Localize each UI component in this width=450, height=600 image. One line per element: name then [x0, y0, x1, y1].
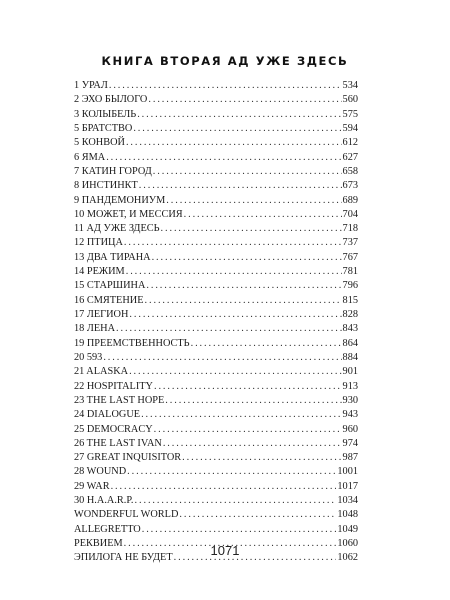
toc-entry	[74, 108, 358, 122]
toc-entry	[74, 165, 358, 179]
dot-leader	[179, 508, 336, 522]
toc-entry	[74, 236, 358, 250]
dot-leader	[148, 93, 341, 107]
toc-entry-page: 704	[342, 208, 358, 220]
toc-entry-page: 913	[342, 380, 358, 392]
dot-leader	[129, 308, 341, 322]
toc-entry	[74, 408, 358, 422]
toc-entry	[74, 222, 358, 236]
toc-entry	[74, 423, 358, 437]
dot-leader	[142, 523, 337, 537]
toc-entry-title: 5 БРАТСТВО	[74, 122, 133, 134]
toc-entry-title: WONDERFUL WORLD	[74, 509, 179, 521]
toc-entry-title: 6 ЯМА	[74, 151, 106, 163]
toc-entry-page: 1001	[337, 466, 358, 478]
toc-entry	[74, 494, 358, 508]
toc-entry-title: 12 ПТИЦА	[74, 237, 123, 249]
section-title: КНИГА ВТОРАЯ АД УЖЕ ЗДЕСЬ	[101, 54, 349, 68]
toc-entry-title: 22 HOSPITALITY	[74, 380, 153, 392]
toc-entry-page: 767	[342, 251, 358, 263]
dot-leader	[103, 351, 341, 365]
table-of-contents	[74, 79, 358, 566]
toc-entry-title: 16 СМЯТЕНИЕ	[74, 294, 144, 306]
toc-entry-title: 9 ПАНДЕМОНИУМ	[74, 194, 166, 206]
toc-entry-page: 930	[342, 394, 358, 406]
dot-leader	[137, 108, 341, 122]
dot-leader	[182, 451, 341, 465]
toc-entry-title: 2 ЭХО БЫЛОГО	[74, 94, 148, 106]
toc-entry-page: 828	[342, 309, 358, 320]
dot-leader	[145, 294, 342, 308]
toc-entry-title: 8 ИНСТИНКТ	[74, 180, 138, 192]
toc-entry-page: 864	[342, 337, 358, 349]
toc-entry-title: 21 ALASKA	[74, 366, 129, 378]
dot-leader	[111, 480, 337, 494]
toc-entry-title: 11 АД УЖЕ ЗДЕСЬ	[74, 223, 160, 235]
toc-entry	[74, 294, 358, 308]
page-number: 1071	[210, 543, 240, 558]
toc-entry-page: 627	[342, 151, 358, 163]
toc-entry	[74, 122, 358, 136]
toc-entry-title: 17 ЛЕГИОН	[74, 309, 129, 320]
toc-entry-title: 26 THE LAST IVAN	[74, 437, 162, 449]
toc-entry-page: 718	[342, 223, 358, 235]
toc-entry	[74, 194, 358, 208]
toc-entry-title: 5 КОНВОЙ	[74, 137, 125, 149]
toc-entry-page: 901	[342, 366, 358, 378]
toc-entry-page: 884	[342, 351, 358, 363]
dot-leader	[154, 380, 342, 394]
dot-leader	[161, 222, 342, 236]
toc-entry-page: 1034	[337, 495, 358, 507]
dot-leader	[109, 79, 342, 93]
toc-entry	[74, 437, 358, 451]
dot-leader	[133, 122, 341, 136]
toc-entry-title: ALLEGRETTO	[74, 523, 141, 535]
toc-entry-page: 843	[342, 323, 358, 335]
toc-entry-page: 987	[342, 452, 358, 464]
toc-entry	[74, 365, 358, 379]
toc-entry-page: 796	[342, 280, 358, 292]
toc-entry-title: 14 РЕЖИМ	[74, 266, 125, 278]
toc-entry-title: 3 КОЛЫБЕЛЬ	[74, 108, 137, 120]
toc-entry	[74, 322, 358, 336]
toc-entry-title: 23 THE LAST HOPE	[74, 394, 165, 406]
toc-entry-page: 815	[342, 294, 358, 306]
dot-leader	[126, 136, 342, 150]
toc-entry-page: 737	[342, 237, 358, 249]
dot-leader	[141, 408, 341, 422]
dot-leader	[184, 208, 342, 222]
toc-entry-page: 658	[342, 165, 358, 177]
dot-leader	[116, 322, 342, 336]
toc-entry-title: 30 H.A.A.R.P.	[74, 495, 134, 507]
toc-entry-page: 1017	[337, 480, 358, 492]
toc-entry-title: 13 ДВА ТИРАНА	[74, 251, 151, 263]
toc-entry-page: 534	[342, 80, 358, 91]
toc-entry-page: 1048	[337, 509, 358, 521]
dot-leader	[153, 165, 342, 179]
toc-entry-page: 594	[342, 122, 358, 134]
toc-entry-page: 781	[342, 266, 358, 278]
toc-entry-title: 25 DEMOCRACY	[74, 423, 153, 435]
toc-entry-page: 974	[342, 437, 358, 449]
toc-entry	[74, 394, 358, 408]
toc-entry	[74, 337, 358, 351]
toc-entry-page: 943	[342, 409, 358, 421]
toc-entry	[74, 79, 358, 93]
toc-entry-title: 29 WAR	[74, 480, 110, 492]
toc-entry	[74, 523, 358, 537]
toc-entry	[74, 251, 358, 265]
toc-entry-title: 7 КАТИН ГОРОД	[74, 165, 152, 177]
toc-entry-title: 18 ЛЕНА	[74, 323, 116, 335]
toc-entry-page: 1062	[337, 552, 358, 564]
toc-entry-page: 612	[342, 137, 358, 149]
dot-leader	[127, 465, 336, 479]
toc-entry-page: 673	[342, 180, 358, 192]
toc-entry-title: 19 ПРЕЕМСТВЕННОСТЬ	[74, 337, 190, 349]
toc-entry	[74, 508, 358, 522]
dot-leader	[135, 494, 337, 508]
toc-entry-title: 24 DIALOGUE	[74, 409, 141, 421]
dot-leader	[139, 179, 342, 193]
toc-entry	[74, 208, 358, 222]
toc-entry-page: 960	[342, 423, 358, 435]
toc-entry	[74, 93, 358, 107]
toc-entry-page: 689	[342, 194, 358, 206]
dot-leader	[129, 365, 341, 379]
toc-entry-page: 575	[342, 108, 358, 120]
toc-entry	[74, 380, 358, 394]
toc-entry	[74, 351, 358, 365]
toc-entry-page: 1049	[337, 523, 358, 535]
dot-leader	[166, 194, 341, 208]
dot-leader	[165, 394, 341, 408]
dot-leader	[163, 437, 342, 451]
dot-leader	[106, 151, 341, 165]
toc-entry-page: 560	[342, 94, 358, 106]
toc-entry-title: 27 GREAT INQUISITOR	[74, 452, 182, 464]
dot-leader	[124, 236, 342, 250]
toc-entry	[74, 451, 358, 465]
toc-entry-title: РЕКВИЕМ	[74, 538, 123, 549]
toc-entry	[74, 308, 358, 322]
toc-entry	[74, 480, 358, 494]
dot-leader	[146, 279, 341, 293]
toc-entry-title: 1 УРАЛ	[74, 80, 108, 91]
toc-entry-page: 1060	[337, 538, 358, 549]
toc-entry	[74, 265, 358, 279]
toc-entry	[74, 279, 358, 293]
dot-leader	[126, 265, 342, 279]
toc-entry	[74, 465, 358, 479]
toc-entry-title: 15 СТАРШИНА	[74, 280, 146, 292]
toc-entry-title: 10 МОЖЕТ, И МЕССИЯ	[74, 208, 183, 220]
toc-entry	[74, 179, 358, 193]
toc-entry-title: ЭПИЛОГА НЕ БУДЕТ	[74, 552, 173, 564]
dot-leader	[152, 251, 342, 265]
toc-entry	[74, 136, 358, 150]
toc-entry	[74, 151, 358, 165]
toc-entry-title: 20 593	[74, 351, 103, 363]
dot-leader	[154, 423, 342, 437]
toc-entry-title: 28 WOUND	[74, 466, 127, 478]
dot-leader	[191, 337, 342, 351]
